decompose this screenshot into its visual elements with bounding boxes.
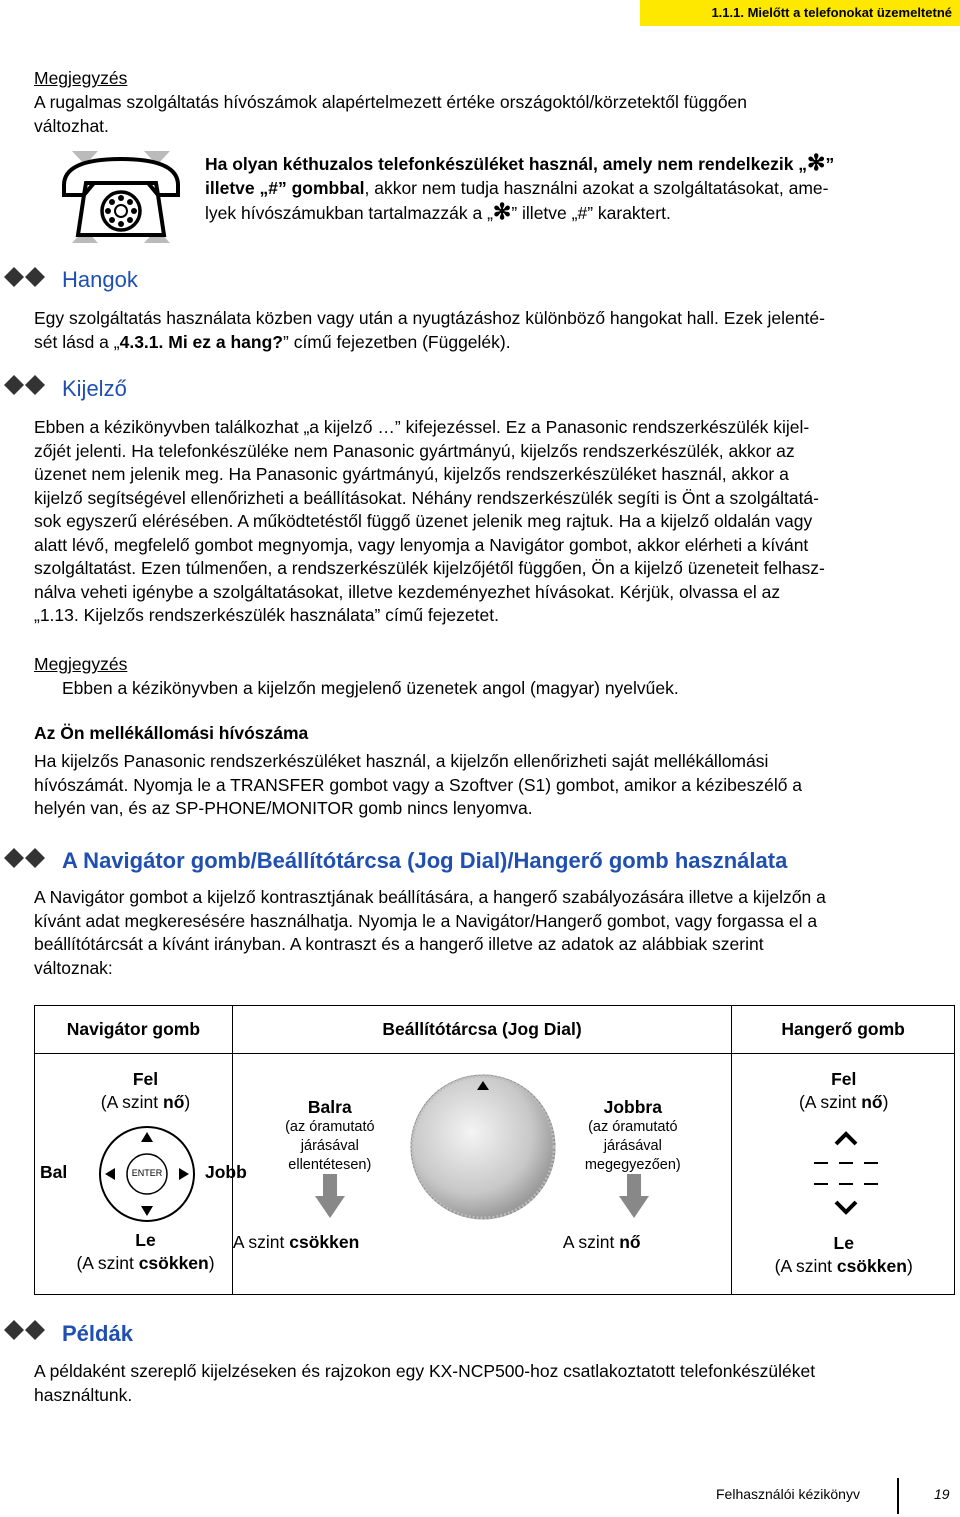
navigator-text: A Navigátor gombot a kijelző kontrasztjának beállítására, a hangerő szabályozására illetve a kijelzőn a kívánt adat megkeresésére használhatja. Nyomja le a Navigátor/Hangerő gombot, vagy forgassa el a beállítótárcsát a kívánt irányban. A kontraszt és a hangerő illetve az adatok az alábbiak szerint változnak: (34, 887, 826, 978)
vol-down-label: Le (833, 1233, 854, 1253)
nav-down-label: Le (135, 1230, 156, 1250)
volume-key-icon[interactable] (808, 1126, 884, 1222)
extension-text: Ha kijelzős Panasonic rendszerkészüléket használ, a kijelzőn ellenőrizheti saját mellékállomási hívószámát. Nyomja le a TRANSFER gombot vagy a Szoftver (S1) gombot, amikor a kézibeszélő a helyén van, és az SP-PHONE/MONITOR gomb nincs lenyomva. (34, 751, 803, 818)
navigator-cell (35, 1054, 247, 1295)
nav-right-label: Jobb (205, 1162, 247, 1182)
jog-right-result: A szint nő (562, 1232, 641, 1252)
nav-up-label: Fel (132, 1069, 159, 1089)
note1-title: Megjegyzés (34, 68, 128, 88)
jog-dial-icon[interactable] (409, 1072, 557, 1222)
kijelzo-heading: Kijelző (62, 376, 127, 401)
navigator-table (34, 1005, 955, 1295)
footer-separator (897, 1478, 899, 1514)
note2-text: Ebben a kézikönyvben a kijelzőn megjelenő üzenetek angol (magyar) nyelvűek. (62, 678, 679, 698)
nav-up-sub: (A szint nő) (100, 1092, 191, 1112)
vol-down-sub: (A szint csökken) (774, 1256, 913, 1276)
diamond-bullet-icon (3, 266, 47, 288)
note2-title: Megjegyzés (34, 654, 128, 674)
navigator-heading: A Navigátor gomb/Beállítótárcsa (Jog Dial)/Hangerő gomb használata (62, 848, 788, 873)
jog-left-sub: (az óramutató járásával ellentétesen) (285, 1119, 375, 1173)
telephone-icon (60, 145, 182, 245)
section-header: 1.1.1. Mielőtt a telefonokat üzemeltetné (711, 5, 952, 20)
header-bar (640, 0, 960, 26)
page-number: 19 (934, 1486, 950, 1502)
extension-heading: Az Ön mellékállomási hívószáma (34, 723, 309, 743)
jog-left-label: Balra (307, 1097, 352, 1117)
diamond-bullet-icon (3, 1319, 47, 1341)
hangok-text: Egy szolgáltatás használata közben vagy után a nyugtázáshoz különböző hangokat hall. Ezek jelenté- sét lásd a „4.3.1. Mi ez a hang?” című fejezetben (Függelék). (34, 308, 825, 352)
footer-manual: Felhasználói kézikönyv (716, 1486, 860, 1502)
nav-down-sub: (A szint csökken) (76, 1253, 215, 1273)
table-header-navigator: Navigátor gomb (35, 1006, 233, 1054)
jog-left-result: A szint csökken (232, 1232, 360, 1252)
nav-left-label: Bal (40, 1162, 68, 1182)
jog-right-sub: (az óramutató járásával megegyezően) (584, 1119, 681, 1173)
vol-up-sub: (A szint nő) (798, 1092, 889, 1112)
diamond-bullet-icon (3, 374, 47, 396)
diamond-bullet-icon (3, 847, 47, 869)
phone-note: Ha olyan kéthuzalos telefonkészüléket használ, amely nem rendelkezik „✻” illetve „#” gombbal, akkor nem tudja használni azokat a szolgáltatásokat, ame- lyek hívószámukban tartalmazzák a „✻” illetve „#” karaktert. (205, 150, 835, 224)
jog-right-label: Jobbra (603, 1097, 662, 1117)
note1-text: A rugalmas szolgáltatás hívószámok alapértelmezett értéke országoktól/körzetektől függően változhat. (34, 92, 748, 136)
table-header-volume: Hangerő gomb (732, 1006, 955, 1054)
arrow-down-icon (619, 1174, 649, 1218)
arrow-down-icon (315, 1174, 345, 1218)
peldak-text: A példaként szereplő kijelzéseken és rajzokon egy KX-NCP500-hoz csatlakoztatott telefonkészüléket használtunk. (34, 1361, 816, 1405)
table-header-jog-dial: Beállítótárcsa (Jog Dial) (232, 1006, 731, 1054)
kijelzo-text: Ebben a kézikönyvben találkozhat „a kijelző …” kifejezéssel. Ez a Panasonic rendszerkészülék kijel- zőjét jelenti. Ha telefonkészüléke nem Panasonic gyártmányú, kijelzős rendszerkészülék, akkor az üzenet nem jelenik meg. Ha Panasonic gyártmányú, kijelzős rendszerkészüléket használ, akkor a kijelző segítségével ellenőrizheti a beállításokat. Néhány rendszerkészülék segíti is Önt a szolgáltatá- sok egyszerű elérésében. A működtetéstől függő üzenet jelenik meg rajtuk. Ha a kijelző oldalán vagy alatt lévő, megfelelő gombot megnyomja, vagy lenyomja a Navigátor gombot, akkor elérheti a kívánt szolgáltatást. Ezen túlmenően, a rendszerkészülék kijelzőjétől függően, Ön a kijelző üzeneteit felhasz- nálva veheti igénybe a szolgáltatásokat, illetve kezdeményezhet hívásokat. Kérjük, olvassa el az „1.13. Kijelzős rendszerkészülék használata” című fejezetet. (34, 417, 825, 625)
vol-up-label: Fel (831, 1069, 857, 1089)
volume-cell (732, 1054, 955, 1295)
asterisk-icon: ✻ (492, 199, 512, 224)
jog-dial-cell (232, 1054, 731, 1295)
hangok-heading: Hangok (62, 267, 138, 292)
peldak-heading: Példák (62, 1321, 133, 1346)
enter-button-label: ENTER (131, 1168, 163, 1178)
asterisk-icon: ✻ (807, 150, 826, 175)
